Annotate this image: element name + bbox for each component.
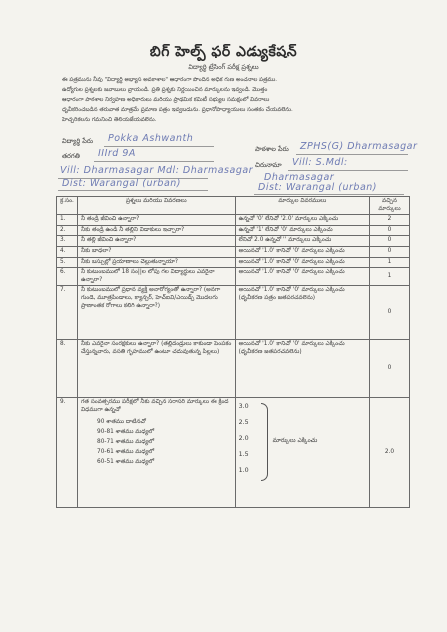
row-number: 1. <box>57 215 78 226</box>
question-text: నీ తండ్రి జీవించి ఉన్నారా? <box>78 215 236 226</box>
mandal-value: Dharmasagar <box>264 172 335 183</box>
grade-line: 90 శాతము దాటినచో <box>97 418 146 425</box>
question-intro: గత సంవత్సరము పరీక్షలో నీకు వచ్చిన సరాసరి మార్కులు ఈ క్రింద విధముగా ఉన్నచో <box>81 399 229 413</box>
question-text <box>78 398 236 508</box>
school-name-label: పాఠశాల పేరు <box>255 145 289 153</box>
student-name-value: Pokka Ashwanth <box>108 133 194 144</box>
table-row <box>57 236 410 247</box>
row-number: 8. <box>57 340 78 398</box>
document-title: బిగ్ హెల్ప్ ఫర్ ఎడ్యుకేషన్ <box>149 44 298 60</box>
table-row <box>57 225 410 236</box>
divider <box>104 146 214 147</box>
column-header: క్ర.సం. <box>57 197 78 215</box>
table-row <box>57 215 410 226</box>
school-name-value: ZPHS(G) Dharmasagar <box>300 141 418 152</box>
question-text: నీ తల్లి జీవించి ఉన్నారా? <box>78 236 236 247</box>
district-value: Dist: Warangal (urban) <box>62 178 182 189</box>
divider <box>296 154 408 155</box>
intro-line: ఆధారంగా పాఠశాల నిర్వహణ అధికారులు మరియు ప్రాథమిక కమిటీ సభ్యుల సమక్షంలో వివరాలు <box>62 97 270 103</box>
intro-line: ఉద్యోగుల ప్రశ్నలకు జవాబులు వ్రాయండి. ప్రతి ప్రశ్నకు నిర్ణయించిన మార్కులను ఇవ్వండి. మొత్తం <box>62 87 268 93</box>
marks-rule: ఉన్నచో '1' లేనిచో '0' మార్కులు ఎక్కించు <box>235 225 369 236</box>
question-text: నీ కుటుంబములో 18 సం||ల లోపు గల విద్యార్థులు ఎవరైనా ఉన్నారా? <box>78 268 236 286</box>
awarded-marks: 1 <box>370 257 410 268</box>
column-header: మార్కుల వివరములు <box>235 197 369 215</box>
class-value: IIIrd 9A <box>98 148 136 159</box>
awarded-marks: 0 <box>370 236 410 247</box>
table-header-row <box>57 197 410 215</box>
questions-table <box>56 196 410 508</box>
brace-bracket <box>261 403 268 481</box>
marks-rule: అయినచో '1.0' కానిచో '0' మార్కులు ఎక్కించు <box>235 257 369 268</box>
question-text: నీకు బాధలా? <box>78 246 236 257</box>
grade-mark-label: మార్కులు ఎక్కించు <box>272 437 318 445</box>
document-subtitle: విద్యార్థి ట్రేసింగ్ పరీక్ష ప్రశ్నలు <box>188 63 259 71</box>
row-number: 7. <box>57 286 78 340</box>
column-header: ప్రశ్నలు మరియు వివరణలు <box>78 197 236 215</box>
grade-value: 2.5 <box>238 419 249 427</box>
address-value: Vill: S.Mdl: <box>292 157 348 168</box>
grade-line: 90-81 శాతము మధ్యలో <box>97 428 155 435</box>
table-row <box>57 340 410 398</box>
divider <box>254 194 404 195</box>
student-name-label: విద్యార్థి పేరు <box>62 137 94 145</box>
village-value: Vill: Dharmasagar Mdl: Dharmasagar <box>60 165 254 176</box>
question-text: నీకు ఎవరైనా సంరక్షకులు ఉన్నారా? (తల్లిదండ్రులు కాకుండా పెంపకం చేస్తున్నవారు, వసతి గృహములో ఉంటూ చదువుతున్న పిల్లలు) <box>78 340 236 398</box>
marks-rule: ఉన్నచో '0' లేనిచో '2.0' మార్కులు ఎక్కించు <box>235 215 369 226</box>
divider <box>288 170 408 171</box>
class-label: తరగతి <box>62 152 80 160</box>
grade-value: 3.0 <box>238 403 249 411</box>
row-number: 3. <box>57 236 78 247</box>
row-number: 5. <box>57 257 78 268</box>
marks-rule: అయినచో '1.0' కానిచో '0' మార్కులు ఎక్కించు <box>235 246 369 257</box>
intro-paragraph <box>62 75 410 125</box>
grade-value: 2.0 <box>238 435 249 443</box>
awarded-marks: 2 <box>370 215 410 226</box>
awarded-marks: 0 <box>370 225 410 236</box>
awarded-marks: 1 <box>370 268 410 286</box>
marks-rule: అయినచో '1.0' కానిచో '0' మార్కులు ఎక్కించు (ధృవీకరణ జతపరచవలెను) <box>235 340 369 398</box>
grade-line: 80-71 శాతము మధ్యలో <box>97 438 155 445</box>
grade-value: 1.5 <box>238 451 249 459</box>
table-row <box>57 286 410 340</box>
marks-rule <box>235 398 369 508</box>
grade-line: 60-51 శాతము మధ్యలో <box>97 458 155 465</box>
marks-rule: అయినచో '1.0' కానిచో '0' మార్కులు ఎక్కించు <box>235 268 369 286</box>
row-number: 4. <box>57 246 78 257</box>
row-number: 9. <box>57 398 78 508</box>
table-row <box>57 268 410 286</box>
column-header: వచ్చిన మార్కులు <box>370 197 410 215</box>
table-row <box>57 398 410 508</box>
question-text: నీకు బస్సుల్లో ప్రయాణాలు చెల్లుతున్నాయా? <box>78 257 236 268</box>
marks-rule: లేనిచో 2.0 ఉన్నచో '' మార్కులు ఎక్కించు <box>235 236 369 247</box>
address-label: చిరునామా <box>255 161 282 169</box>
table-row <box>57 257 410 268</box>
divider <box>58 190 208 191</box>
awarded-marks: 0 <box>370 286 410 340</box>
grade-values <box>239 399 366 487</box>
grade-value: 1.0 <box>238 467 249 475</box>
grade-list <box>81 417 232 467</box>
intro-line: హెచ్చరికలను గమనించి తెలియజేయవలెను. <box>62 117 157 123</box>
awarded-marks: 0 <box>370 246 410 257</box>
grade-line: 70-61 శాతము మధ్యలో <box>97 448 155 455</box>
divider <box>94 161 214 162</box>
table-row <box>57 246 410 257</box>
intro-line: ఈ పత్రమును నీవు "విద్యార్థి అభ్యాస అవకాశాల" ఆధారంగా పొందిన అధిక గుణ అంచనాల పత్రము. <box>62 77 278 83</box>
row-number: 2. <box>57 225 78 236</box>
row-number: 6. <box>57 268 78 286</box>
intro-line: ధృవీకరించబడిన తరువాత మాత్రమే ప్రమాణ పత్రం ఇవ్వబడును. ప్రధానోపాధ్యాయులు సంతకం చేయవలెను. <box>62 107 293 113</box>
district-value: Dist: Warangal (urban) <box>258 182 378 193</box>
marks-rule: అయినచో '1.0' కానిచో '0' మార్కులు ఎక్కించు (ధృవీకరణ పత్రం జతపరచవలెను) <box>235 286 369 340</box>
question-text: నీ కుటుంబములో ప్రధాన వ్యక్తి అనారోగ్యంతో ఉన్నారా? (అనగా గుండె, మూత్రపిండాలు, క్యాన్సర్, హెచ్ఐవి/ఎయిడ్స్ మొదలగు ప్రాణాంతక రోగాలు కలిగి ఉన్నారా?) <box>78 286 236 340</box>
awarded-marks: 2.0 <box>370 398 410 508</box>
awarded-marks: 0 <box>370 340 410 398</box>
question-text: నీకు తండ్రి ఉండి నీ తల్లిని విడాకులు ఇచ్చారా? <box>78 225 236 236</box>
